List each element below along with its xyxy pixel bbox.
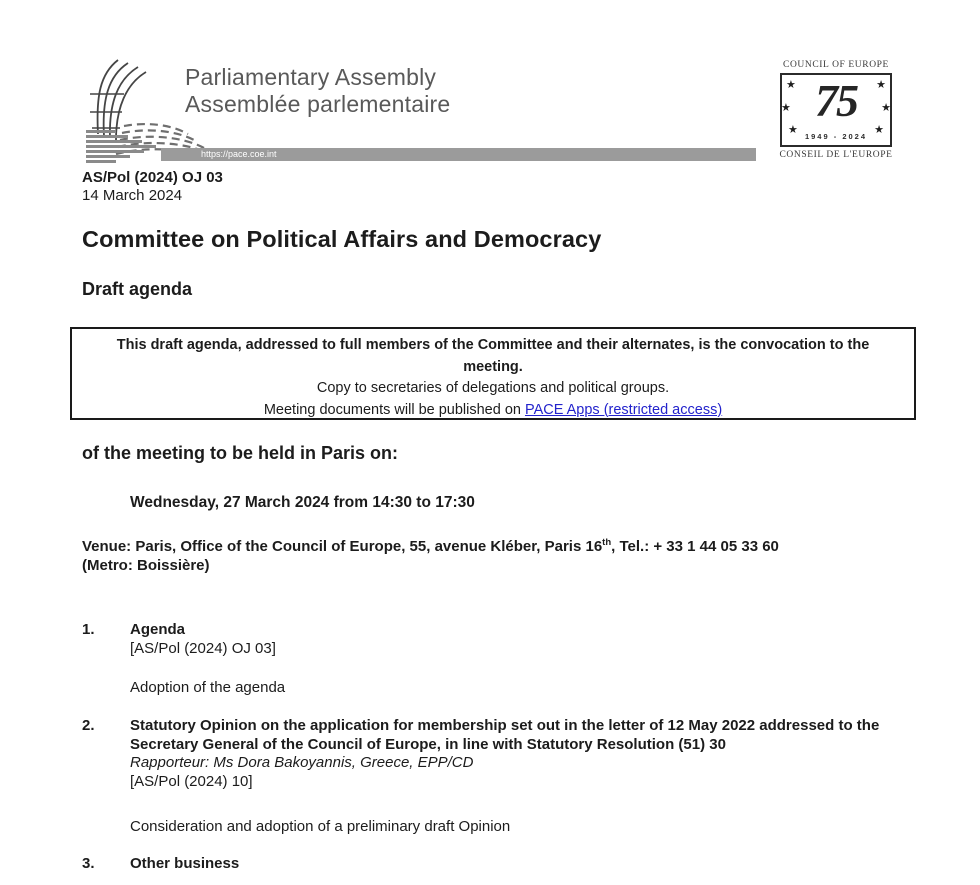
agenda-item-number: 2.	[82, 717, 95, 734]
anniversary-number: 75	[815, 75, 857, 126]
agenda-item-title: Other business	[130, 855, 240, 872]
document-date: 14 March 2024	[82, 187, 183, 204]
org-name-french: Assemblée parlementaire	[185, 91, 451, 117]
documents-publication-line	[98, 400, 888, 422]
star-icon: ★	[788, 124, 798, 136]
seventyfive-box	[780, 73, 892, 147]
org-name-english: Parliamentary Assembly	[185, 64, 437, 90]
agenda-item-number: 1.	[82, 621, 95, 638]
venue-address: Venue: Paris, Office of the Council of Europe, 55, avenue Kléber, Paris 16	[82, 538, 603, 555]
star-icon: ★	[786, 79, 796, 91]
convocation-statement: This draft agenda, addressed to full members of the Committee and their alternates, is the convocation to the meeting.	[116, 337, 870, 375]
venue-line	[82, 537, 918, 575]
star-icon: ★	[781, 102, 791, 114]
agenda-item-action: Adoption of the agenda	[130, 679, 286, 696]
pace-url-text: https://pace.coe.int	[201, 149, 277, 159]
copy-recipients-line: Copy to secretaries of delegations and political groups.	[316, 380, 670, 396]
venue-ordinal-suffix: th	[602, 537, 612, 548]
agenda-item-title: Statutory Opinion on the application for membership set out in the letter of 12 May 2022 addressed to the Secretary General of the Council of Europe, in line with Statutory Resolution (51) 30	[130, 717, 880, 753]
anniversary-years: 1949 - 2024	[804, 132, 868, 141]
agenda-item-3	[82, 855, 920, 874]
agenda-item-reference: [AS/Pol (2024) OJ 03]	[130, 639, 276, 657]
pace-apps-link[interactable]: PACE Apps (restricted access)	[524, 401, 723, 418]
organisation-name	[185, 64, 450, 118]
convocation-notice-box	[70, 327, 916, 420]
draft-agenda-heading: Draft agenda	[82, 279, 193, 299]
coe-label-english: COUNCIL OF EUROPE	[783, 60, 889, 70]
meeting-intro-line: of the meeting to be held in Paris on:	[82, 443, 399, 463]
venue-telephone: , Tel.: + 33 1 44 05 33 60	[611, 538, 779, 555]
header-url-bar	[161, 148, 756, 161]
agenda-item-number: 3.	[82, 855, 95, 872]
star-icon: ★	[881, 102, 891, 114]
star-icon: ★	[876, 79, 886, 91]
venue-metro: (Metro: Boissière)	[82, 557, 210, 574]
star-icon: ★	[874, 124, 884, 136]
meeting-datetime: Wednesday, 27 March 2024 from 14:30 to 17:30	[130, 494, 475, 511]
committee-title: Committee on Political Affairs and Democracy	[82, 226, 602, 252]
agenda-item-title: Agenda	[130, 621, 186, 638]
agenda-item-2	[82, 717, 920, 791]
document-reference: AS/Pol (2024) OJ 03	[82, 169, 223, 186]
documents-publication-text: Meeting documents will be published on	[263, 401, 525, 418]
document-reference-block	[82, 169, 223, 205]
agenda-item-1	[82, 621, 920, 698]
coe-75th-anniversary-logo	[776, 60, 896, 160]
coe-label-french: CONSEIL DE L'EUROPE	[779, 150, 893, 160]
agenda-item-reference: [AS/Pol (2024) 10]	[130, 772, 253, 790]
agenda-item-rapporteur: Rapporteur: Ms Dora Bakoyannis, Greece, EPP/CD	[130, 754, 474, 771]
agenda-item-action: Consideration and adoption of a preliminary draft Opinion	[130, 818, 511, 835]
